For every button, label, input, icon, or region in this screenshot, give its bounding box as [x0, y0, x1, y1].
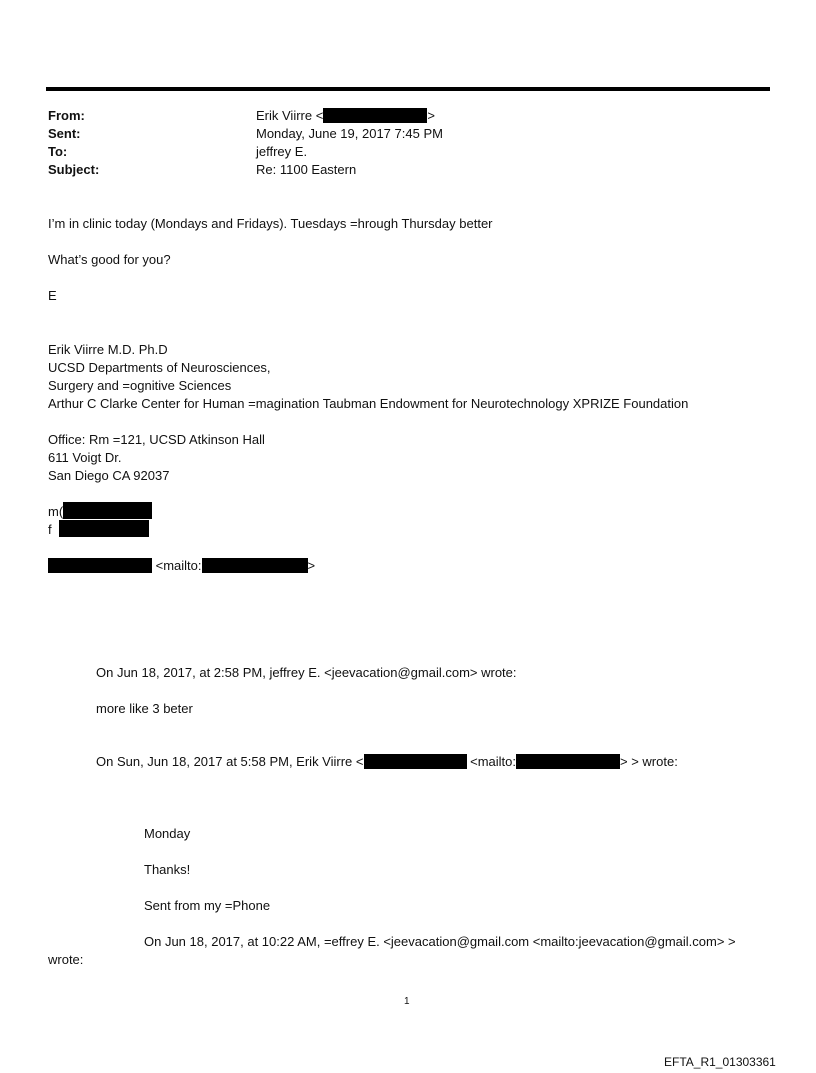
quote3-header: On Jun 18, 2017, at 10:22 AM, =effrey E. <jeevacation@gmail.com <mailto:jeevacation@gmail.com> >	[144, 934, 736, 949]
redaction-box	[59, 520, 149, 537]
redaction-box	[202, 558, 308, 573]
from-name: Erik Viirre <	[256, 108, 324, 123]
signature-dept2: Surgery and =ognitive Sciences	[48, 378, 232, 393]
quote3-thanks: Thanks!	[144, 862, 191, 877]
body-line-2: What’s good for you?	[48, 252, 171, 267]
redaction-box	[364, 754, 467, 769]
email-line	[48, 557, 315, 575]
signature-city: San Diego CA 92037	[48, 468, 170, 483]
quote2-header-mid: <mailto:	[470, 754, 517, 769]
signature-name: Erik Viirre M.D. Ph.D	[48, 342, 168, 357]
body-line-1: I’m in clinic today (Mondays and Fridays). Tuesdays =hrough Thursday better	[48, 216, 493, 231]
body-line-3: E	[48, 288, 57, 303]
quote3-sent-from: Sent from my =Phone	[144, 898, 271, 913]
sent-value: Monday, June 19, 2017 7:45 PM	[256, 126, 443, 141]
quote1-header: On Jun 18, 2017, at 2:58 PM, jeffrey E. <jeevacation@gmail.com> wrote:	[96, 665, 517, 680]
signature-office: Office: Rm =121, UCSD Atkinson Hall	[48, 432, 265, 447]
from-label: From:	[48, 108, 85, 123]
header-rule	[46, 87, 770, 91]
quote2-header-post: > > wrote:	[620, 754, 678, 769]
page-number: 1	[404, 996, 410, 1007]
redaction-box	[516, 754, 620, 769]
subject-label: Subject:	[48, 162, 100, 177]
from-close: >	[427, 108, 435, 123]
signature-affiliation: Arthur C Clarke Center for Human =magination Taubman Endowment for Neurotechnology XPRIZE Foundation	[48, 396, 689, 411]
from-value	[256, 107, 435, 125]
redaction-box	[48, 558, 152, 573]
mobile-label: m(	[48, 504, 64, 519]
quote2-header	[96, 753, 678, 771]
to-value: jeffrey E.	[256, 144, 308, 159]
subject-value: Re: 1100 Eastern	[256, 162, 357, 177]
to-label: To:	[48, 144, 68, 159]
quote3-wrote: wrote:	[48, 952, 84, 967]
signature-dept: UCSD Departments of Neurosciences,	[48, 360, 271, 375]
quote3-monday: Monday	[144, 826, 191, 841]
fax-line	[48, 520, 149, 539]
redaction-box	[63, 502, 152, 519]
mailto-close: >	[307, 558, 316, 573]
document-id: EFTA_R1_01303361	[664, 1055, 776, 1069]
mobile-line	[48, 502, 152, 521]
signature-street: 611 Voigt Dr.	[48, 450, 122, 465]
sent-label: Sent:	[48, 126, 81, 141]
quote1-text: more like 3 beter	[96, 701, 193, 716]
quote2-header-pre: On Sun, Jun 18, 2017 at 5:58 PM, Erik Viirre <	[96, 754, 364, 769]
fax-label: f	[48, 522, 52, 537]
redaction-box	[323, 108, 427, 123]
mailto-open: <mailto:	[155, 558, 202, 573]
